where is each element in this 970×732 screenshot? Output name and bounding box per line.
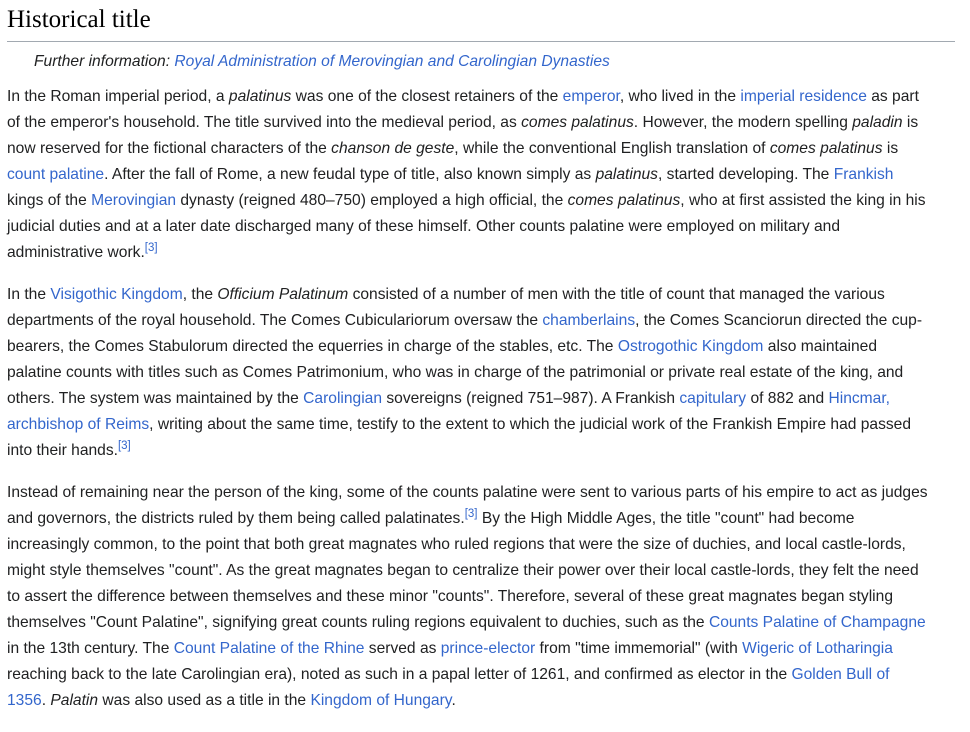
text-run: , who lived in the (619, 88, 741, 105)
link-visigothic-kingdom[interactable]: Visigothic Kingdom (50, 286, 183, 303)
text-run: , writing about the same time, testify to the extent to which the judicial work of the Frankish Empire had passed (149, 416, 912, 433)
text-run: In the Roman imperial period, a (7, 88, 229, 105)
text-run: others. The system was maintained by the (7, 390, 304, 407)
text-line (7, 506, 955, 532)
link-emperor[interactable]: emperor (562, 88, 620, 105)
citation-link[interactable]: [3] (117, 439, 131, 452)
text-line (7, 532, 955, 558)
text-line (7, 558, 955, 584)
text-line (7, 136, 955, 162)
text-line (7, 84, 955, 110)
italic-text: paladin (852, 114, 903, 131)
text-line (7, 662, 955, 688)
text-run: . (451, 692, 456, 709)
link-hincmar[interactable]: Hincmar, (828, 390, 891, 407)
section-heading: Historical title (7, 3, 955, 42)
italic-text: palatinus (595, 166, 658, 183)
text-line (7, 386, 955, 412)
text-run: , the (182, 286, 218, 303)
text-line (7, 688, 955, 714)
text-run: palatine counts with titles such as Comes Patrimonium, who was in charge of the patrimonial or private real estate of the king, and (7, 364, 904, 381)
text-line (7, 240, 955, 266)
text-run: and governors, the districts ruled by them being called palatinates. (7, 510, 465, 527)
link-chamberlains[interactable]: chamberlains (542, 312, 636, 329)
text-run: served as (364, 640, 441, 657)
paragraph-2 (7, 282, 955, 464)
link-archbishop-of-reims[interactable]: archbishop of Reims (7, 416, 150, 433)
text-run: increasingly common, to the point that both great magnates who ruled regions that were the size of duchies, and local castle-lords, (7, 536, 906, 553)
link-count-palatine[interactable]: count palatine (7, 166, 105, 183)
text-run: also maintained (763, 338, 877, 355)
text-run: might style themselves "count". As the great magnates began to centralize their power over their local castle-lords, they felt the need (7, 562, 919, 579)
text-line (7, 214, 955, 240)
text-line (7, 110, 955, 136)
link-counts-palatine-of-champagne[interactable]: Counts Palatine of Champagne (708, 614, 926, 631)
link-kingdom-of-hungary[interactable]: Kingdom of Hungary (310, 692, 452, 709)
text-line (7, 188, 955, 214)
paragraph-3 (7, 480, 955, 714)
text-run: bearers, the Comes Stabulorum directed the equerries in charge of the stables, etc. The (7, 338, 618, 355)
text-line (7, 162, 955, 188)
citation (145, 242, 158, 254)
text-line (7, 610, 955, 636)
citation-link[interactable]: [3] (464, 507, 478, 520)
link-ostrogothic-kingdom[interactable]: Ostrogothic Kingdom (617, 338, 764, 355)
text-run: kings of the (7, 192, 92, 209)
text-run: themselves "Count Palatine", signifying great counts ruling regions equivalent to duchies, such as the (7, 614, 709, 631)
text-run: , started developing. The (657, 166, 834, 183)
text-run: . However, the modern spelling (633, 114, 853, 131)
text-run: sovereigns (reigned 751–987). A Frankish (382, 390, 680, 407)
text-run: to assert the difference between themselves and these minor "counts". Therefore, several of these great magnates began styling (7, 588, 893, 605)
text-run: , while the conventional English translation of (454, 140, 770, 157)
italic-text: chanson de geste (331, 140, 455, 157)
text-line (7, 282, 955, 308)
text-run: is (882, 140, 899, 157)
text-line (7, 360, 955, 386)
text-run: . After the fall of Rome, a new feudal type of title, also known simply as (104, 166, 596, 183)
link-merovingian[interactable]: Merovingian (91, 192, 177, 209)
link-1356[interactable]: 1356 (7, 692, 42, 709)
citation (465, 508, 478, 520)
citation (118, 440, 131, 452)
text-line (7, 334, 955, 360)
text-run: from "time immemorial" (with (535, 640, 743, 657)
italic-text: comes palatinus (567, 192, 681, 209)
hatnote (34, 52, 610, 72)
text-run: By the High Middle Ages, the title "count" had become (477, 510, 855, 527)
text-run: of 882 and (746, 390, 829, 407)
text-line (7, 412, 955, 438)
italic-text: comes palatinus (769, 140, 883, 157)
text-run: , who at first assisted the king in his (680, 192, 926, 209)
text-run: now reserved for the fictional characters of the (7, 140, 332, 157)
link-wigeric-of-lotharingia[interactable]: Wigeric of Lotharingia (742, 640, 893, 657)
text-run: consisted of a number of men with the title of count that managed the various (348, 286, 885, 303)
link-frankish[interactable]: Frankish (833, 166, 894, 183)
text-run: . (41, 692, 51, 709)
link-capitulary[interactable]: capitulary (679, 390, 747, 407)
text-line (7, 584, 955, 610)
text-run: In the (7, 286, 51, 303)
text-run: was also used as a title in the (98, 692, 311, 709)
text-run: in the 13th century. The (7, 640, 174, 657)
italic-text: comes palatinus (521, 114, 634, 131)
citation-link[interactable]: [3] (144, 241, 158, 254)
hatnote-prefix: Further information: (34, 53, 175, 70)
link-golden-bull-of[interactable]: Golden Bull of (791, 666, 890, 683)
text-run: Instead of remaining near the person of the king, some of the counts palatine were sent to various parts of his empire to act as judges (7, 484, 928, 501)
italic-text: palatinus (228, 88, 292, 105)
text-run: dynasty (reigned 480–750) employed a high official, the (176, 192, 568, 209)
text-run: departments of the royal household. The Comes Cubiculariorum oversaw the (7, 312, 543, 329)
link-carolingian[interactable]: Carolingian (303, 390, 383, 407)
hatnote-link[interactable]: Royal Administration of Merovingian and Carolingian Dynasties (174, 53, 610, 70)
text-run: into their hands. (7, 442, 118, 459)
text-line (7, 636, 955, 662)
text-run: judicial duties and at a later date discharged many of these himself. Other counts palatine were employed on military and (7, 218, 840, 235)
text-run: administrative work. (7, 244, 145, 261)
text-line (7, 438, 955, 464)
text-run: reaching back to the late Carolingian era), noted as such in a papal letter of 1261, and confirmed as elector in the (7, 666, 792, 683)
text-line (7, 308, 955, 334)
text-run: of the emperor's household. The title survived into the medieval period, as (7, 114, 522, 131)
text-run: was one of the closest retainers of the (291, 88, 563, 105)
link-imperial-residence[interactable]: imperial residence (740, 88, 867, 105)
italic-text: Officium Palatinum (217, 286, 349, 303)
italic-text: Palatin (50, 692, 99, 709)
link-prince-elector[interactable]: prince-elector (440, 640, 536, 657)
text-run: , the Comes Scanciorun directed the cup- (635, 312, 923, 329)
text-line (7, 480, 955, 506)
text-run: as part (866, 88, 919, 105)
link-count-palatine-of-the-rhine[interactable]: Count Palatine of the Rhine (173, 640, 365, 657)
text-run: is (902, 114, 919, 131)
paragraph-1 (7, 84, 955, 266)
